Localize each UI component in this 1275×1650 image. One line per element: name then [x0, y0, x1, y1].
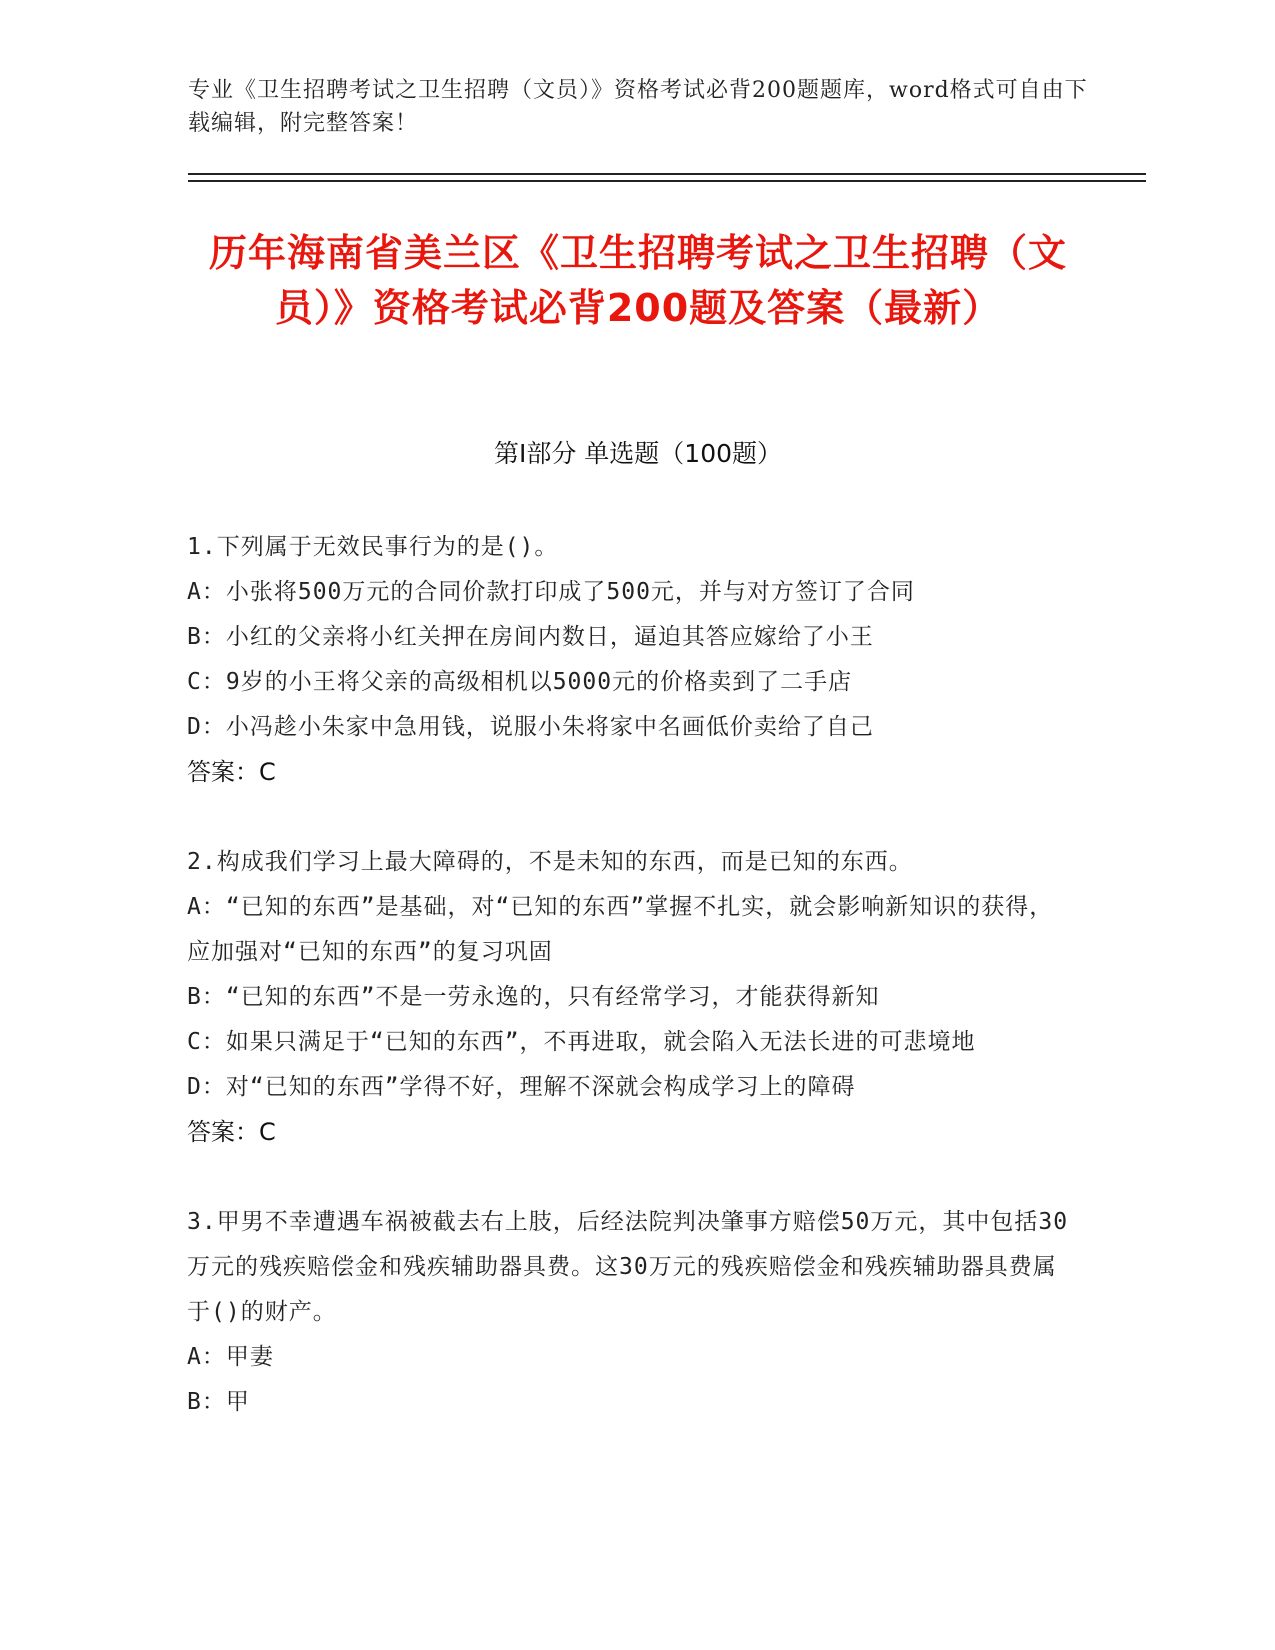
option-b: B：“已知的东西”不是一劳永逸的，只有经常学习，才能获得新知 — [187, 984, 880, 1010]
option-b: B：小红的父亲将小红关押在房间内数日，逼迫其答应嫁给了小王 — [187, 624, 874, 650]
option-a: A：“已知的东西”是基础，对“已知的东西”掌握不扎实，就会影响新知识的获得，应加强对“已知的东西”的复习巩固 — [187, 894, 1054, 965]
option-a: A：甲妻 — [187, 1344, 274, 1370]
question-2 — [187, 840, 1077, 1155]
option-d: D：小冯趁小朱家中急用钱，说服小朱将家中名画低价卖给了自己 — [187, 714, 874, 740]
header-divider-top — [188, 173, 1146, 175]
question-3 — [187, 1200, 1077, 1425]
question-stem: 1.下列属于无效民事行为的是()。 — [187, 534, 559, 560]
option-a: A：小张将500万元的合同价款打印成了500元，并与对方签订了合同 — [187, 579, 915, 605]
option-b: B：甲 — [187, 1389, 250, 1415]
section-heading: 第I部分 单选题（100题） — [493, 439, 783, 468]
option-c: C：如果只满足于“已知的东西”，不再进取，就会陷入无法长进的可悲境地 — [187, 1029, 976, 1055]
header-note: 专业《卫生招聘考试之卫生招聘（文员）》资格考试必背200题题库，word格式可自由下载编辑，附完整答案！ — [188, 78, 1088, 136]
header-divider-bottom — [188, 180, 1146, 182]
document-title: 历年海南省美兰区《卫生招聘考试之卫生招聘（文员）》资格考试必背200题及答案（最新） — [208, 231, 1067, 330]
question-stem: 2.构成我们学习上最大障碍的，不是未知的东西，而是已知的东西。 — [187, 849, 913, 875]
question-stem: 3.甲男不幸遭遇车祸被截去右上肢，后经法院判决肇事方赔偿50万元，其中包括30万元的残疾赔偿金和残疾辅助器具费。这30万元的残疾赔偿金和残疾辅助器具费属于()的财产。 — [187, 1209, 1069, 1325]
question-list — [187, 525, 1077, 1470]
option-d: D：对“已知的东西”学得不好，理解不深就会构成学习上的障碍 — [187, 1074, 856, 1100]
answer-line: 答案：C — [187, 758, 276, 786]
question-1 — [187, 525, 1077, 795]
answer-line: 答案：C — [187, 1118, 276, 1146]
option-c: C：9岁的小王将父亲的高级相机以5000元的价格卖到了二手店 — [187, 669, 853, 695]
